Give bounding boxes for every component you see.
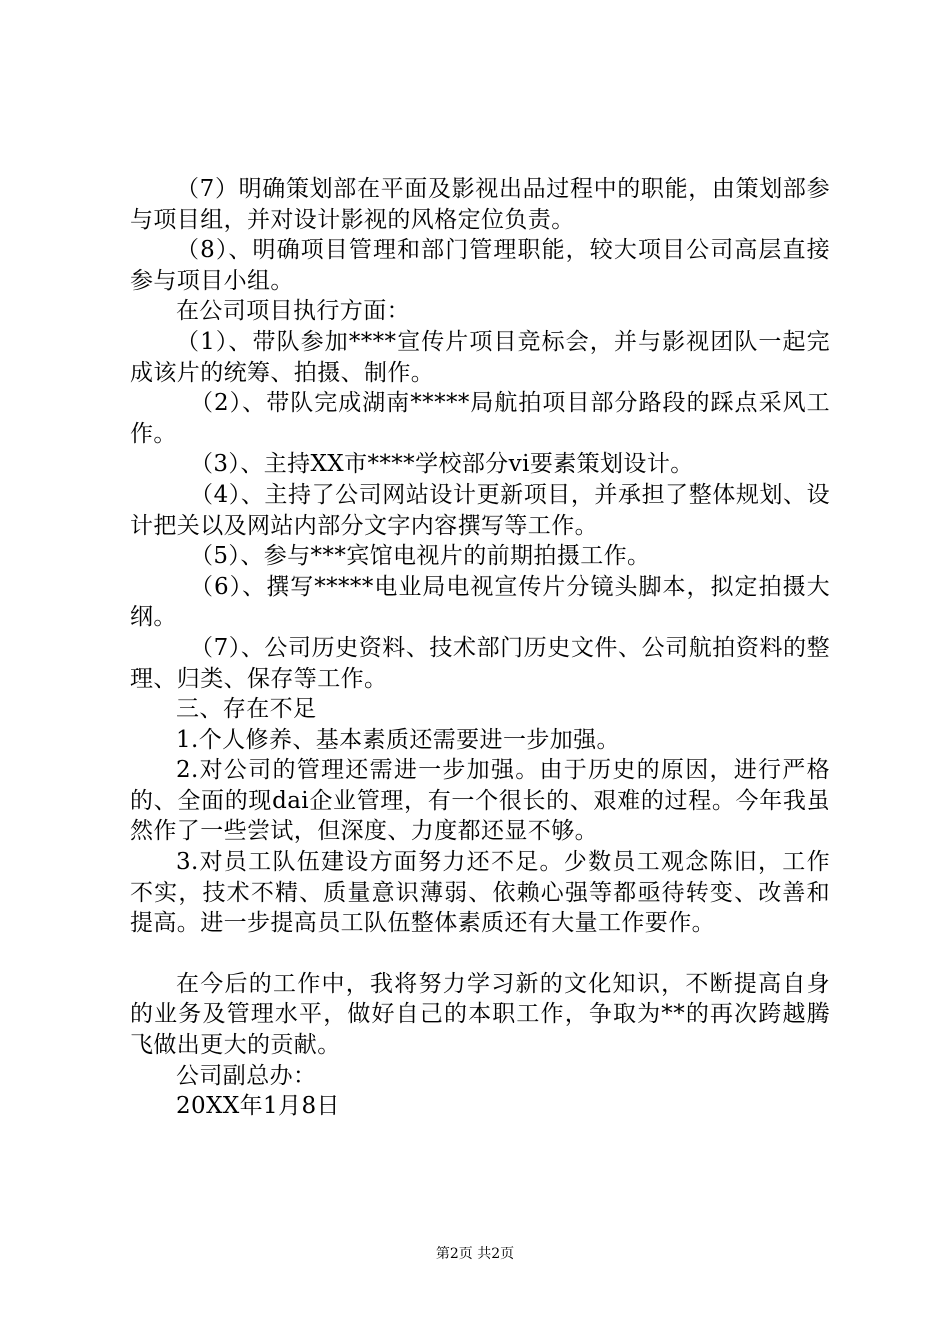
paragraph: 1.个人修养、基本素质还需要进一步加强。 <box>176 726 620 753</box>
signature-date: 20XX年1月8日 <box>176 1093 340 1120</box>
paragraph: （1）、带队参加****宣传片项目竞标会，并与影视团队一起完成该片的统筹、拍摄、制作。 <box>130 328 830 386</box>
paragraph: 2.对公司的管理还需进一步加强。由于历史的原因，进行严格的、全面的现dai企业管理，有一个很长的、艰难的过程。今年我虽然作了一些尝试，但深度、力度都还显不够。 <box>130 757 830 845</box>
page-footer: 第2页 共2页 <box>435 1246 515 1262</box>
section-heading: 三、存在不足 <box>176 696 317 723</box>
paragraph: （7）、公司历史资料、技术部门历史文件、公司航拍资料的整理、归类、保存等工作。 <box>130 634 830 692</box>
paragraph: 3.对员工队伍建设方面努力还不足。少数员工观念陈旧，工作不实，技术不精、质量意识薄弱、依赖心强等都亟待转变、改善和提高。进一步提高员工队伍整体素质还有大量工作要作。 <box>130 849 830 937</box>
paragraph: （2）、带队完成湖南*****局航拍项目部分路段的踩点采风工作。 <box>130 390 830 447</box>
paragraph: （4）、主持了公司网站设计更新项目，并承担了整体规划、设计把关以及网站内部分文字内容撰写等工作。 <box>130 481 830 539</box>
paragraph: （8）、明确项目管理和部门管理职能，较大项目公司高层直接参与项目小组。 <box>130 237 830 294</box>
signature-office: 公司副总办： <box>176 1062 317 1089</box>
paragraph: （5）、参与***宾馆电视片的前期拍摄工作。 <box>190 543 651 570</box>
document-body <box>130 174 830 1122</box>
paragraph: （7）明确策划部在平面及影视出品过程中的职能，由策划部参与项目组，并对设计影视的风格定位负责。 <box>130 176 830 233</box>
section-heading: 在公司项目执行方面： <box>176 298 410 325</box>
paragraph: （3）、主持XX市****学校部分vi要素策划设计。 <box>190 451 694 478</box>
paragraph: （6）、撰写*****电业局电视宣传片分镜头脚本，拟定拍摄大纲。 <box>130 573 830 631</box>
blank-line <box>130 939 830 969</box>
paragraph: 在今后的工作中，我将努力学习新的文化知识，不断提高自身的业务及管理水平，做好自己的本职工作，争取为**的再次跨越腾飞做出更大的贡献。 <box>130 970 830 1059</box>
